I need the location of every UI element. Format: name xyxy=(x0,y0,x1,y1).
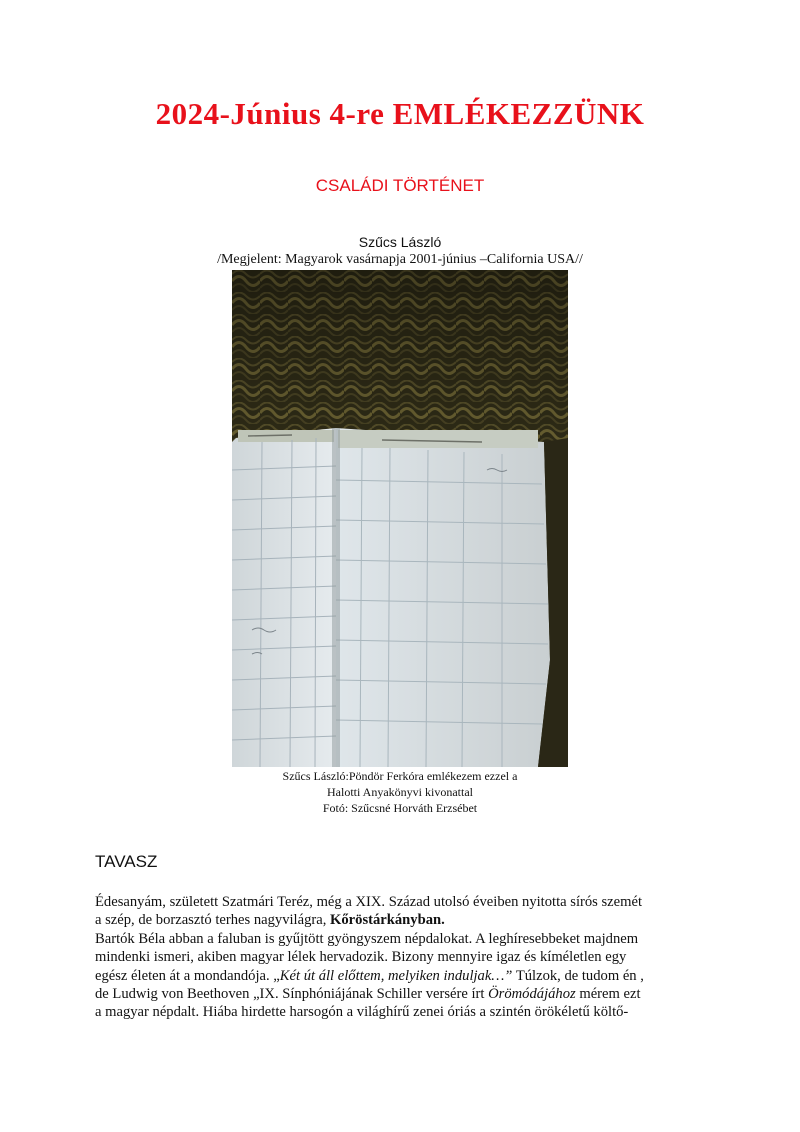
section-heading: TAVASZ xyxy=(95,852,158,871)
song-quote-italic: Két út áll előttem, melyiken induljak…” xyxy=(279,967,513,984)
paragraph-line xyxy=(95,985,715,1003)
paragraph-text: mérem ezt xyxy=(575,986,641,1003)
ledger-photo-svg xyxy=(232,270,568,767)
ledger-book-photo xyxy=(232,270,568,767)
page-title: 2024-Június 4-re EMLÉKEZZÜNK xyxy=(155,96,645,131)
paragraph-text: a szép, de borzasztó terhes nagyvilágra, xyxy=(95,912,331,929)
paragraph-line xyxy=(95,911,715,929)
page-subtitle: CSALÁDI TÖRTÉNET xyxy=(315,176,485,195)
paragraph-line: Bartók Béla abban a faluban is gyűjtött gyöngyszem népdalokat. A leghíresebbeket majdnem xyxy=(95,930,639,947)
publication-note: /Megjelent: Magyarok vasárnapja 2001-június –California USA// xyxy=(217,252,583,267)
paragraph-text: de Ludwig von Beethoven „IX. Sínphóniájának Schiller versére írt xyxy=(95,986,489,1003)
paragraph-line xyxy=(95,967,715,985)
place-name-bold: Kőröstárkányban. xyxy=(330,912,445,929)
paragraph-line: mindenki ismeri, akiben magyar lélek hervadozik. Bizony mennyire igaz és kíméletlen egy xyxy=(95,949,627,966)
caption-line: Halotti Anyakönyvi kivonattal xyxy=(327,785,473,799)
body-paragraph xyxy=(95,893,715,1022)
paragraph-line: a magyar népdalt. Hiába hirdette harsogón a világhírű zenei óriás a szintén örökéletű költő- xyxy=(95,1004,629,1021)
caption-line: Szűcs László:Pöndör Ferkóra emlékezem ezzel a xyxy=(282,769,518,783)
ode-title-italic: Örömódájához xyxy=(488,986,576,1003)
author-name: Szűcs László xyxy=(358,234,442,250)
photo-caption xyxy=(0,768,800,816)
paragraph-text: egész életen át a mondandója. „ xyxy=(95,967,280,984)
paragraph-line: Édesanyám, született Szatmári Teréz, még a XIX. Század utolsó éveiben nyitotta sírós szemét xyxy=(95,894,643,910)
paragraph-text: Túlzok, de tudom én , xyxy=(512,967,644,984)
caption-line: Fotó: Szűcsné Horváth Erzsébet xyxy=(322,801,478,815)
